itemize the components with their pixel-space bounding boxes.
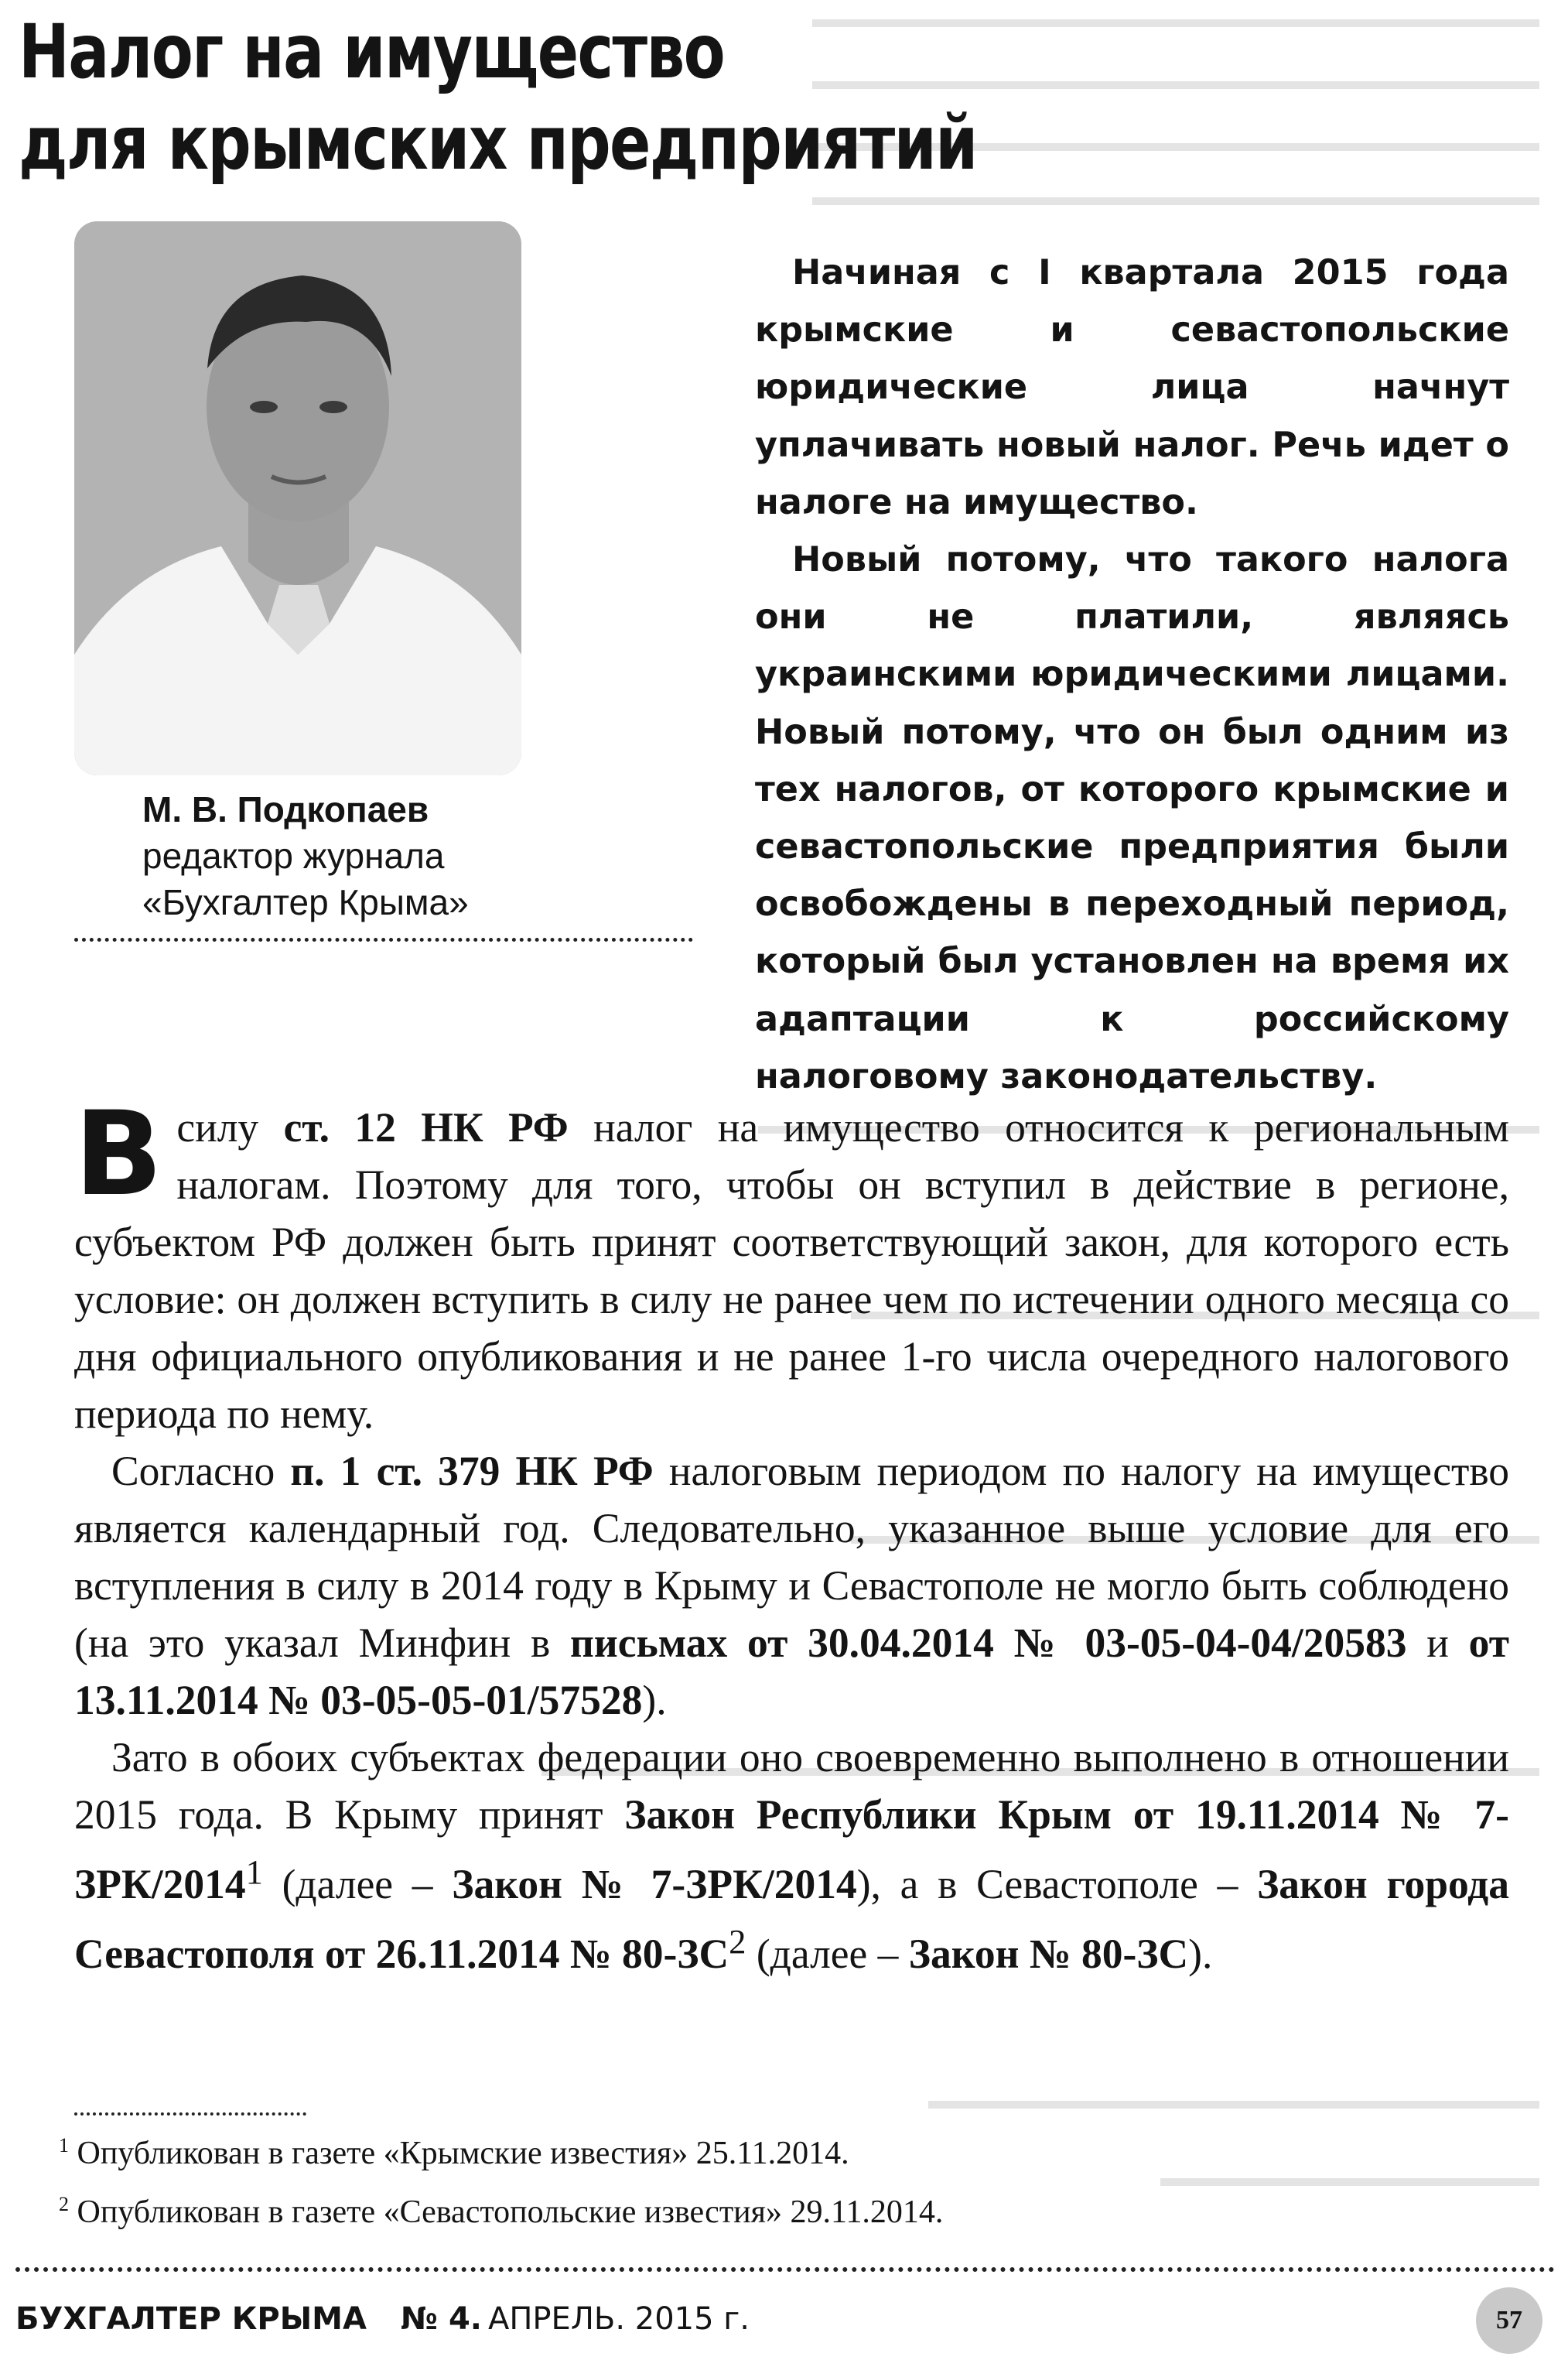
page-footer: [15, 2301, 750, 2348]
body-paragraph-3: [74, 1729, 1509, 1982]
body-text: ), а в Севастополе –: [856, 1860, 1258, 1907]
title-line-1: Налог на имущество: [19, 9, 725, 95]
footer-divider: [15, 2267, 1555, 2272]
law-reference: от 13.11.2014 № 03-05-05-01/57528: [74, 1620, 1509, 1723]
law-reference: Закон № 7-ЗРК/2014: [452, 1860, 857, 1907]
drop-cap: В: [74, 1087, 163, 1222]
law-reference: письмах от 30.04.2014 № 03-05-04-04/20583: [570, 1620, 1407, 1666]
body-text: и: [1406, 1620, 1469, 1666]
author-name: М. В. Подкопаев: [142, 789, 429, 829]
law-reference: Закон № 80-ЗС: [908, 1930, 1189, 1977]
law-reference: Закон города Севастополя от 26.11.2014 № 80-ЗС: [74, 1860, 1509, 1977]
article-title: [19, 6, 977, 189]
caption-divider: [74, 938, 693, 942]
lead-paragraph: [755, 245, 1509, 1106]
body-paragraph-1: [74, 1087, 1509, 1442]
body-text: ).: [642, 1677, 667, 1723]
footnote-1: [59, 2120, 1513, 2179]
body-text: силу: [176, 1104, 284, 1151]
footnote-marker: 1: [245, 1852, 263, 1891]
lead-text-2: Новый потому, что такого налога они не платили, являясь украинскими юридическими лицами. Новый потому, что он был одним из тех налогов, от которого крымские и севастопольские предприятия были освобождены в переходный период, который был установлен на время их адаптации к российскому налоговому законодательству.: [755, 540, 1509, 1096]
author-journal: «Бухгалтер Крыма»: [142, 882, 469, 922]
footnote-number: 1: [59, 2134, 69, 2157]
author-portrait-illustration: [74, 221, 521, 775]
issue-number: № 4.: [400, 2301, 482, 2337]
footnote-2: [59, 2179, 1513, 2238]
article-body: [74, 1087, 1509, 1982]
law-reference: п. 1 ст. 379 НК РФ: [290, 1448, 654, 1494]
body-text: (далее –: [746, 1930, 909, 1977]
body-text: налоговым периодом по налогу на имущество является календарный год. Следовательно, указанное выше условие для его вступления в силу в 2014 году в Крыму и Севастополе не могло быть соблюдено (на это указал Минфин в: [74, 1448, 1509, 1666]
body-text: ).: [1188, 1930, 1213, 1977]
footnote-number: 2: [59, 2193, 69, 2215]
author-role: редактор журнала: [142, 836, 445, 876]
author-caption: [142, 786, 576, 925]
magazine-name: БУХГАЛТЕР КРЫМА: [15, 2301, 367, 2337]
issue-date: АПРЕЛЬ. 2015 г.: [487, 2301, 750, 2337]
body-text: налог на имущество относится к региональным налогам. Поэтому для того, чтобы он вступил в действие в регионе, субъектом РФ должен быть принят соответствующий закон, для которого есть условие: он должен вступить в силу не ранее чем по истечении одного месяца со дня официального опубликования и не ранее 1-го числа очередного налогового периода по нему.: [74, 1104, 1509, 1437]
author-photo: [74, 221, 521, 775]
body-paragraph-2: [74, 1442, 1509, 1729]
page-number: 57: [1476, 2287, 1542, 2354]
footnote-text: Опубликован в газете «Севастопольские известия» 29.11.2014.: [69, 2194, 944, 2230]
footnotes: [59, 2120, 1513, 2238]
lead-text-1: Начиная с I квартала 2015 года крымские и севастопольские юридические лица начнут уплачивать новый налог. Речь идет о налоге на имущество.: [755, 253, 1509, 522]
body-text: Согласно: [111, 1448, 291, 1494]
title-line-2: для крымских предприятий: [19, 100, 977, 186]
law-reference: ст. 12 НК РФ: [283, 1104, 569, 1151]
body-text: Зато в обоих субъектах федерации оно своевременно выполнено в отношении 2015 года. В Крыму принят: [74, 1734, 1509, 1838]
footnote-text: Опубликован в газете «Крымские известия» 25.11.2014.: [69, 2136, 849, 2171]
footnote-divider: [74, 2112, 306, 2116]
footnote-marker: 2: [729, 1921, 746, 1961]
body-text: (далее –: [262, 1860, 453, 1907]
law-reference: Закон Республики Крым от 19.11.2014 № 7-ЗРК/2014: [74, 1791, 1509, 1907]
